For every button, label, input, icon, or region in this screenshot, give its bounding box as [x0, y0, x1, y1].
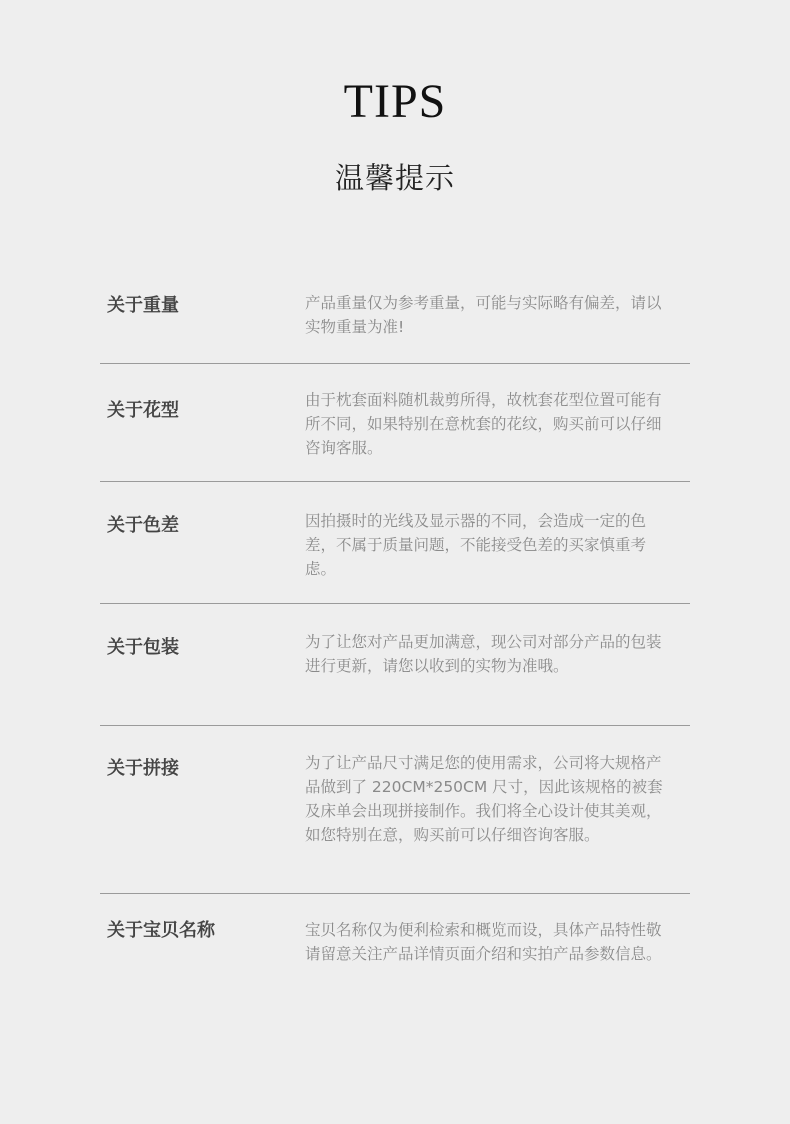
- tip-text: 由于枕套面料随机裁剪所得，故枕套花型位置可能有所不同，如果特别在意枕套的花纹，购买前可以仔细咨询客服。: [305, 391, 662, 457]
- divider: [100, 725, 690, 726]
- tip-text: 为了让产品尺寸满足您的使用需求，公司将大规格产品做到了 220CM*250CM 尺寸，因此该规格的被套及床单会出现拼接制作。我们将全心设计使其美观，如您特别在意，购买前可以仔细咨询客服。: [305, 754, 663, 844]
- tip-text: 产品重量仅为参考重量，可能与实际略有偏差，请以实物重量为准!: [305, 294, 662, 336]
- tip-label: 关于花型: [107, 400, 179, 421]
- tip-text: 为了让您对产品更加满意，现公司对部分产品的包装进行更新，请您以收到的实物为准哦。: [305, 633, 662, 675]
- divider: [100, 363, 690, 364]
- tip-label: 关于包装: [107, 637, 179, 658]
- page-title: TIPS: [343, 75, 447, 128]
- tip-label: 关于宝贝名称: [107, 920, 215, 941]
- tip-text: 宝贝名称仅为便利检索和概览而设，具体产品特性敬请留意关注产品详情页面介绍和实拍产品参数信息。: [305, 921, 662, 963]
- divider: [100, 893, 690, 894]
- divider: [100, 481, 690, 482]
- tip-text: 因拍摄时的光线及显示器的不同，会造成一定的色差，不属于质量问题，不能接受色差的买家慎重考虑。: [305, 512, 647, 578]
- tip-label: 关于重量: [107, 295, 179, 316]
- tip-label: 关于色差: [107, 515, 179, 536]
- tip-label: 关于拼接: [107, 758, 179, 779]
- divider: [100, 603, 690, 604]
- page-subtitle: 温馨提示: [334, 161, 455, 195]
